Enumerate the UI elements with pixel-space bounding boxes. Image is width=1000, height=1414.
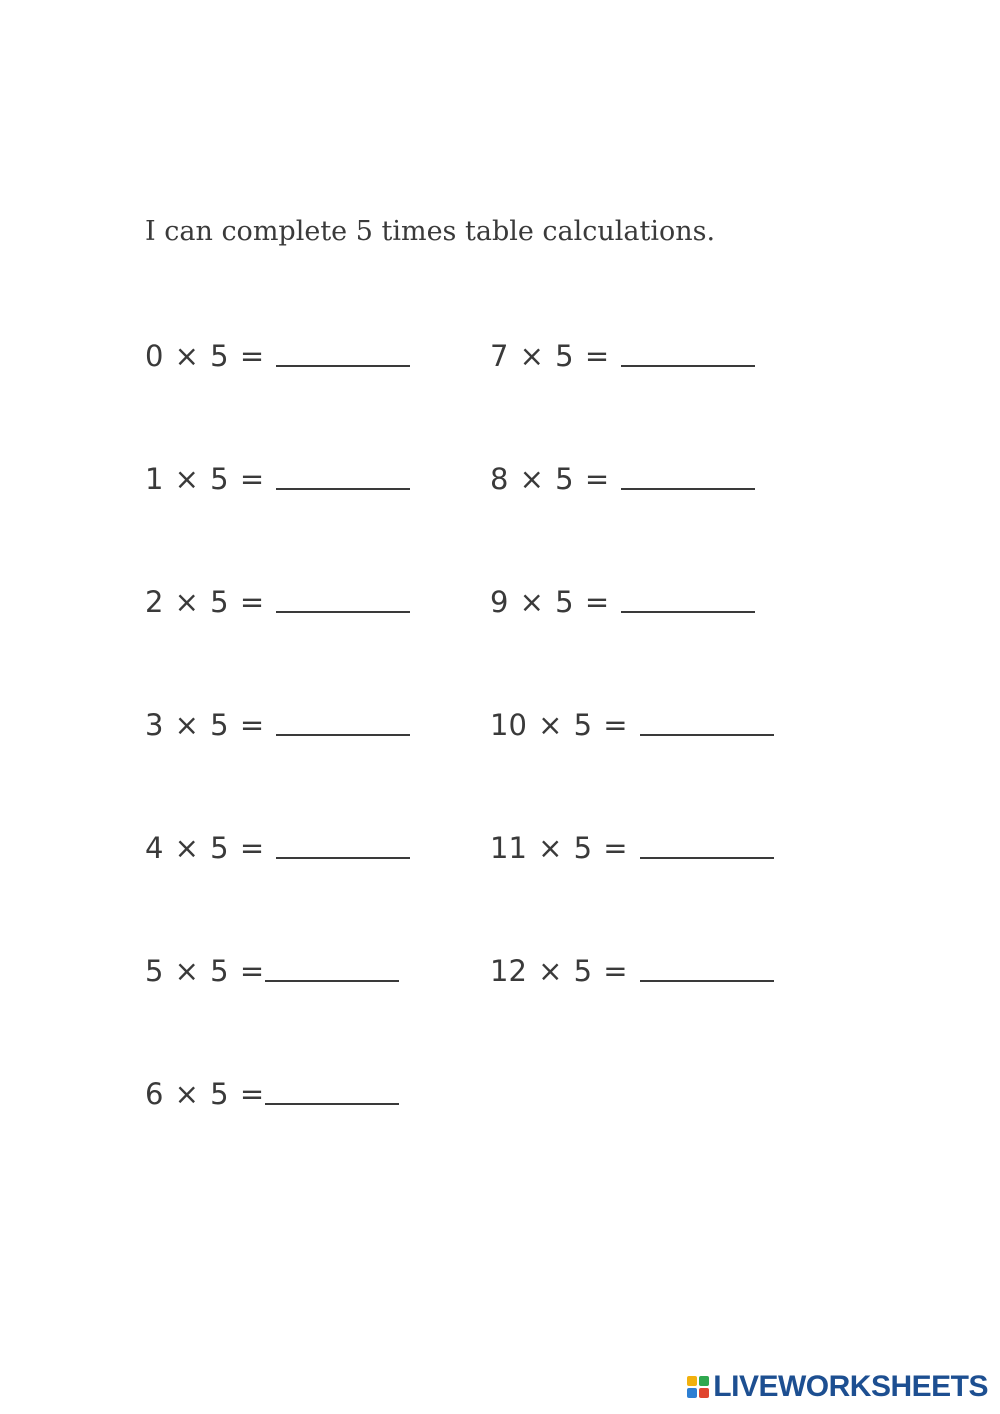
- problem-expression: 7 × 5 =: [490, 339, 610, 373]
- answer-blank[interactable]: [621, 488, 755, 490]
- problem-row: [145, 457, 410, 501]
- answer-blank[interactable]: [276, 488, 410, 490]
- liveworksheets-logo-icon: [687, 1376, 709, 1398]
- answer-blank[interactable]: [276, 611, 410, 613]
- answer-blank[interactable]: [265, 1103, 399, 1105]
- problem-expression: 1 × 5 =: [145, 462, 265, 496]
- problem-row: [145, 826, 410, 870]
- problem-row: [490, 457, 755, 501]
- problem-row: [145, 1072, 399, 1116]
- problem-row: [490, 334, 755, 378]
- problem-row: [490, 580, 755, 624]
- answer-blank[interactable]: [621, 365, 755, 367]
- liveworksheets-brand[interactable]: [687, 1370, 988, 1404]
- answer-blank[interactable]: [276, 734, 410, 736]
- problem-expression: 12 × 5 =: [490, 954, 628, 988]
- problem-expression: 11 × 5 =: [490, 831, 628, 865]
- answer-blank[interactable]: [640, 980, 774, 982]
- problem-row: [490, 949, 774, 993]
- problem-row: [145, 580, 410, 624]
- problem-expression: 6 × 5 =: [145, 1077, 265, 1111]
- problem-row: [145, 334, 410, 378]
- problem-expression: 8 × 5 =: [490, 462, 610, 496]
- problem-row: [145, 703, 410, 747]
- problem-row: [145, 949, 399, 993]
- answer-blank[interactable]: [276, 857, 410, 859]
- logo-tile: [687, 1376, 697, 1386]
- problem-expression: 0 × 5 =: [145, 339, 265, 373]
- problem-row: [490, 826, 774, 870]
- answer-blank[interactable]: [640, 857, 774, 859]
- problem-expression: 2 × 5 =: [145, 585, 265, 619]
- problem-expression: 4 × 5 =: [145, 831, 265, 865]
- logo-tile: [687, 1388, 697, 1398]
- instruction-text: I can complete 5 times table calculations.: [145, 216, 716, 247]
- brand-name: LIVEWORKSHEETS: [713, 1370, 988, 1403]
- problem-expression: 9 × 5 =: [490, 585, 610, 619]
- answer-blank[interactable]: [276, 365, 410, 367]
- answer-blank[interactable]: [640, 734, 774, 736]
- logo-tile: [699, 1388, 709, 1398]
- problem-expression: 5 × 5 =: [145, 954, 265, 988]
- problem-row: [490, 703, 774, 747]
- answer-blank[interactable]: [621, 611, 755, 613]
- logo-tile: [699, 1376, 709, 1386]
- problem-expression: 10 × 5 =: [490, 708, 628, 742]
- answer-blank[interactable]: [265, 980, 399, 982]
- problem-expression: 3 × 5 =: [145, 708, 265, 742]
